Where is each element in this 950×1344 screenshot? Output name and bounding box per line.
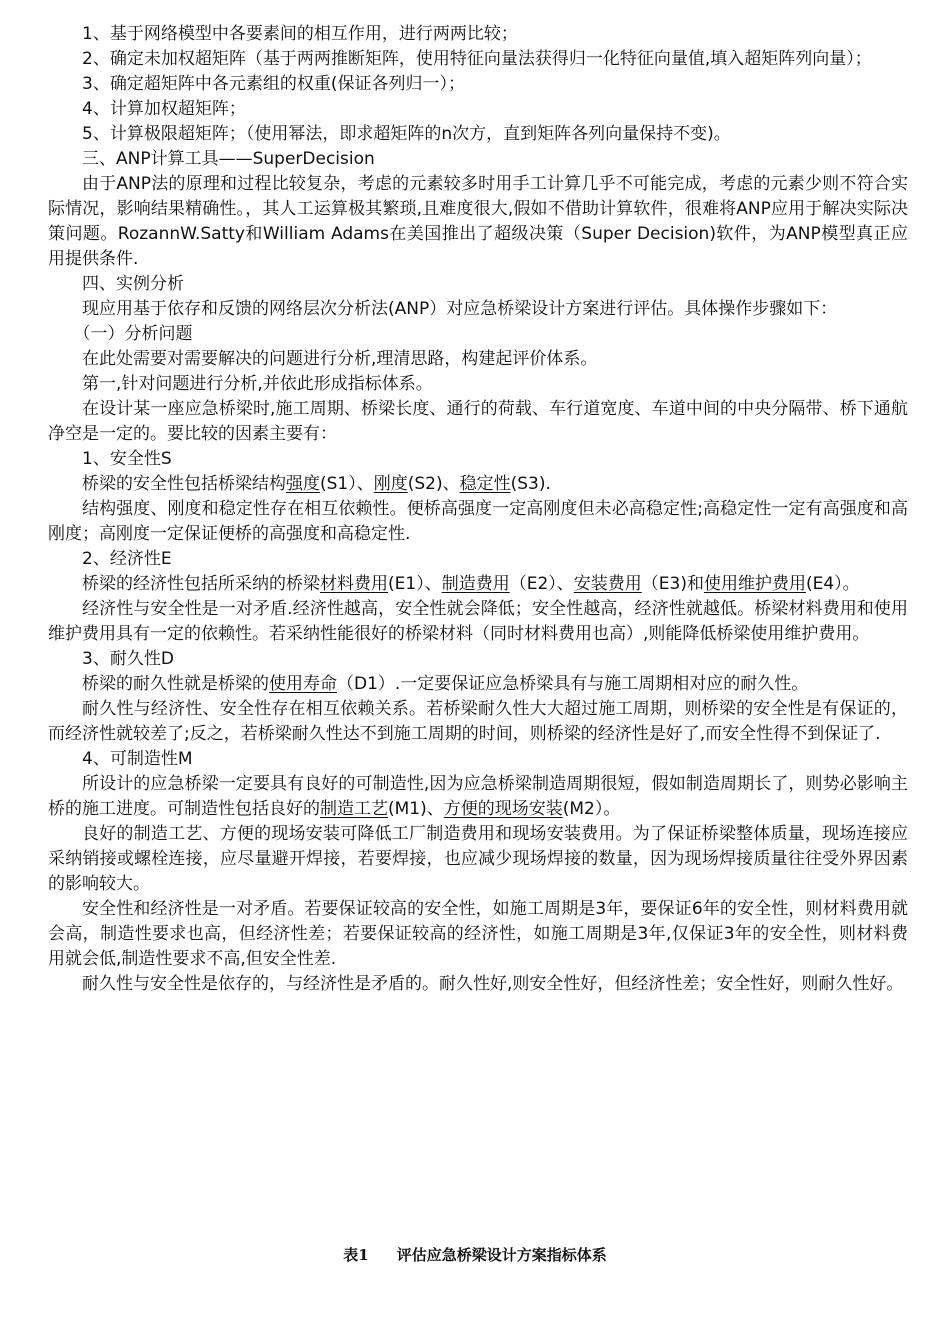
first-step-paragraph: 第一,针对问题进行分析,并依此形成指标体系。 — [82, 374, 433, 394]
manufacturability-heading: 4、可制造性M — [82, 749, 193, 769]
onsite-installation-term: 方便的现场安装 — [443, 799, 563, 819]
e1-code: (E1）、 — [388, 574, 442, 594]
section-3-paragraph: 由于ANP法的原理和过程比较复杂，考虑的元素较多时用手工计算几乎不可能完成，考虑的元素少则不符合实际情况，影响结果精确性。，其人工运算极其繁琐,且难度很大,假如不借助计算软件，很难将ANP应用于解决实际决策问题。RozannW.Satty和William Adams在美国推出了超级决策（Super Decision)软件，为ANP模型真正应用提供条件. — [48, 174, 908, 269]
section-4-paragraph: 现应用基于依存和反馈的网络层次分析法(ANP）对应急桥梁设计方案进行评估。具体操作步骤如下： — [82, 299, 838, 319]
step-1: 1、基于网络模型中各要素间的相互作用，进行两两比较； — [82, 24, 518, 44]
durability-paragraph — [48, 672, 908, 697]
stiffness-term: 刚度 — [373, 474, 408, 494]
economy-tradeoff-paragraph: 经济性与安全性是一对矛盾.经济性越高，安全性就会降低；安全性越高，经济性就越低。桥梁材料费用和使用维护费用具有一定的依赖性。若采纳性能很好的桥梁材料（同时材料费用也高）,则能降低桥梁使用维护费用。 — [48, 599, 908, 644]
design-factors-paragraph: 在设计某一座应急桥梁时,施工周期、桥梁长度、通行的荷载、车行道宽度、车道中间的中央分隔带、桥下通航净空是一定的。要比较的因素主要有： — [48, 399, 908, 444]
service-life-term: 使用寿命 — [269, 674, 337, 694]
table-title: 评估应急桥梁设计方案指标体系 — [396, 1246, 607, 1264]
manufacturing-cost-term: 制造费用 — [441, 574, 510, 594]
subsection-1-paragraph: 在此处需要对需要解决的问题进行分析,理清思路，构建起评价体系。 — [82, 349, 598, 369]
safety-paragraph — [48, 472, 908, 497]
table-caption — [0, 1244, 950, 1265]
e4-code: (E4）。 — [805, 574, 860, 594]
s1-code: (S1）、 — [320, 474, 374, 494]
conflict-paragraph: 安全性和经济性是一对矛盾。若要保证较高的安全性，如施工周期是3年，要保证6年的安全性，则材料费用就会高，制造性要求也高，但经济性差；若要保证较高的经济性，如施工周期是3年,仅保证3年的安全性，则材料费用就会低,制造性要求不高,但安全性差. — [48, 899, 908, 969]
durability-dependency-paragraph: 耐久性与经济性、安全性存在相互依赖关系。若桥梁耐久性大大超过施工周期，则桥梁的安全性是有保证的，而经济性就较差了;反之，若桥梁耐久性达不到施工周期的时间，则桥梁的经济性是好了,而安全性得不到保证了. — [48, 699, 908, 744]
step-3: 3、确定超矩阵中各元素组的权重(保证各列归一）； — [82, 74, 465, 94]
safety-heading: 1、安全性S — [82, 449, 172, 469]
manufacturability-detail-paragraph: 良好的制造工艺、方便的现场安装可降低工厂制造费用和现场安装费用。为了保证桥梁整体质量，现场连接应采纳销接或螺栓连接，应尽量避开焊接，若要焊接，也应减少现场焊接的数量，因为现场焊接质量往往受外界因素的影响较大。 — [48, 824, 908, 894]
economy-paragraph — [48, 572, 908, 597]
economy-heading: 2、经济性E — [82, 549, 172, 569]
durability-text: 桥梁的耐久性就是桥梁的 — [82, 674, 269, 694]
s2-code: (S2)、 — [407, 474, 460, 494]
m2-code: (M2）。 — [562, 799, 621, 819]
final-paragraph: 耐久性与安全性是依存的，与经济性是矛盾的。耐久性好,则安全性好，但经济性差；安全性好，则耐久性好。 — [82, 974, 904, 994]
step-2: 2、确定未加权超矩阵（基于两两推断矩阵，使用特征向量法获得归一化特征向量值,填入超矩阵列向量）； — [82, 49, 872, 69]
section-3-heading: 三、ANP计算工具——SuperDecision — [82, 149, 375, 169]
section-4-heading: 四、实例分析 — [82, 274, 184, 294]
stability-term: 稳定性 — [459, 474, 511, 494]
installation-cost-term: 安装费用 — [573, 574, 642, 594]
step-4: 4、计算加权超矩阵； — [82, 99, 246, 119]
economy-text: 桥梁的经济性包括所采纳的桥梁 — [82, 574, 320, 594]
m1-code: (M1)、 — [388, 799, 444, 819]
e3-code: （E3)和 — [641, 574, 704, 594]
e2-code: （E2）、 — [509, 574, 574, 594]
material-cost-term: 材料费用 — [320, 574, 388, 594]
manufacturability-text: 所设计的应急桥梁一定要具有良好的可制造性,因为应急桥梁制造周期很短，假如制造周期长了，则势必影响主桥的施工进度。可制造性包括良好的 — [48, 774, 908, 819]
safety-dependency-paragraph: 结构强度、刚度和稳定性存在相互依赖性。便桥高强度一定高刚度但未必高稳定性;高稳定性一定有高强度和高刚度；高刚度一定保证便桥的高强度和高稳定性. — [48, 499, 908, 544]
document-body — [48, 22, 908, 997]
manufacturability-paragraph — [48, 772, 908, 822]
s3-code: (S3). — [510, 474, 551, 494]
safety-text: 桥梁的安全性包括桥梁结构 — [82, 474, 286, 494]
durability-text-end: （D1）.一定要保证应急桥梁具有与施工周期相对应的耐久性。 — [337, 674, 809, 694]
durability-heading: 3、耐久性D — [82, 649, 174, 669]
strength-term: 强度 — [286, 474, 320, 494]
table-label: 表1 — [343, 1246, 369, 1264]
maintenance-cost-term: 使用维护费用 — [703, 574, 806, 594]
manufacturing-process-term: 制造工艺 — [320, 799, 388, 819]
step-5: 5、计算极限超矩阵；（使用幂法，即求超矩阵的n次方，直到矩阵各列向量保持不变)。 — [82, 124, 731, 144]
subsection-1-heading: （一）分析问题 — [73, 324, 193, 344]
